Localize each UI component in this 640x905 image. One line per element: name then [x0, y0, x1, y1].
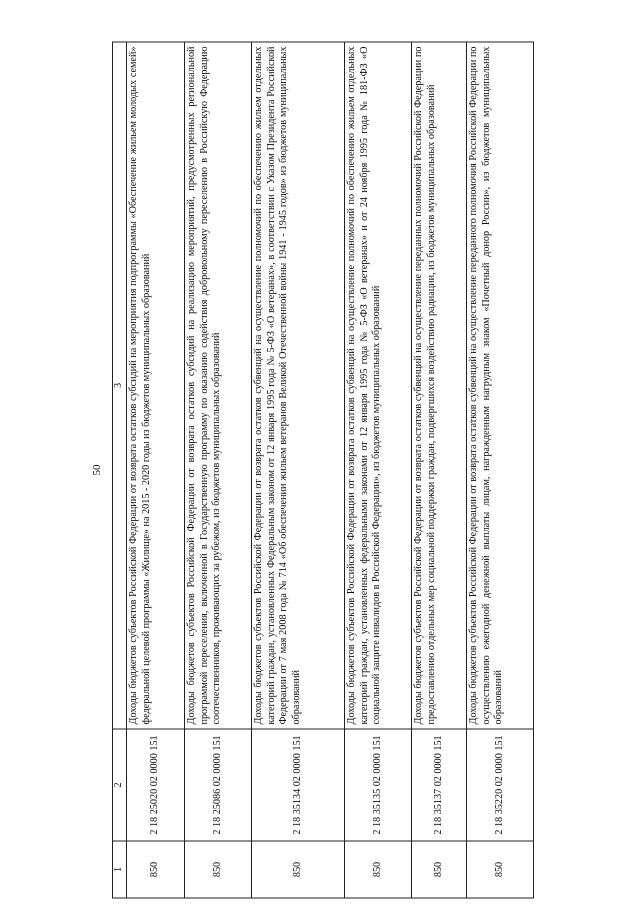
header-col-1: 1	[113, 841, 127, 898]
budget-code: 2 18 35134 02 0000 151	[252, 729, 345, 841]
budget-code: 2 18 25086 02 0000 151	[185, 729, 252, 841]
budget-code: 2 18 35220 02 0000 151	[467, 729, 534, 841]
admin-code: 850	[412, 841, 467, 898]
page-number: 50	[91, 464, 103, 476]
admin-code: 850	[127, 841, 185, 898]
revenue-description: Доходы бюджетов субъектов Российской Федерации от возврата остатков субвенций на осуществление переданного полномочия Российской Федерации по осуществлению ежегодной денежной выплаты лицам, награжденным нагрудным знаком «Почетный донор России», из бюджетов муниципальных образований	[467, 42, 534, 729]
table-header-row	[113, 42, 127, 898]
admin-code: 850	[345, 841, 412, 898]
revenue-description: Доходы бюджетов субъектов Российской Федерации от возврата остатков субсидий на мероприятия подпрограммы «Обеспечение жильем молодых семей» федеральной целевой программы «Жилище» на 2015 - 2020 годы из бюджетов муниципальных образований	[127, 42, 185, 729]
budget-code: 2 18 35135 02 0000 151	[345, 729, 412, 841]
revenue-description: Доходы бюджетов субъектов Российской Федерации от возврата остатков субвенций на осуществление полномочий по обеспечению жильем отдельных категорий граждан, установленных Федеральным законом от 12 января 1995 года № 5-ФЗ «О ветеранах», в соответствии с Указом Президента Российской Федерации от 7 мая 2008 года № 714 «Об обеспечении жильем ветеранов Великой Отечественной войны 1941 - 1945 годов» из бюджетов муниципальных образований	[252, 42, 345, 729]
table-row	[252, 42, 345, 898]
admin-code: 850	[252, 841, 345, 898]
rotated-page	[90, 42, 550, 899]
revenue-description: Доходы бюджетов субъектов Российской Федерации от возврата остатков субвенций на осуществление переданных полномочий Российской Федерации по предоставлению отдельных мер социальной поддержки граждан, подвергшихся воздействию радиации, из бюджетов муниципальных образований	[412, 42, 467, 729]
budget-code: 2 18 25020 02 0000 151	[127, 729, 185, 841]
revenue-table	[112, 42, 534, 899]
table-row	[412, 42, 467, 898]
table-row	[467, 42, 534, 898]
budget-code: 2 18 35137 02 0000 151	[412, 729, 467, 841]
table-row	[185, 42, 252, 898]
table-row	[345, 42, 412, 898]
revenue-description: Доходы бюджетов субъектов Российской Федерации от возврата остатков субвенций на осуществление полномочий по обеспечению жильем отдельных категорий граждан, установленных федеральными законами от 12 января 1995 года № 5-ФЗ «О ветеранах» и от 24 ноября 1995 года № 181-ФЗ «О социальной защите инвалидов в Российской Федерации», из бюджетов муниципальных образований	[345, 42, 412, 729]
header-col-2: 2	[113, 729, 127, 841]
table-row	[127, 42, 185, 898]
header-col-3: 3	[113, 42, 127, 729]
admin-code: 850	[467, 841, 534, 898]
revenue-description: Доходы бюджетов субъектов Российской Федерации от возврата остатков субсидий на реализацию мероприятий, предусмотренных региональной программой переселения, включенной в Государственную программу по оказанию содействия добровольному переселению в Российскую Федерацию соотечественников, проживающих за рубежом, из бюджетов муниципальных образований	[185, 42, 252, 729]
admin-code: 850	[185, 841, 252, 898]
